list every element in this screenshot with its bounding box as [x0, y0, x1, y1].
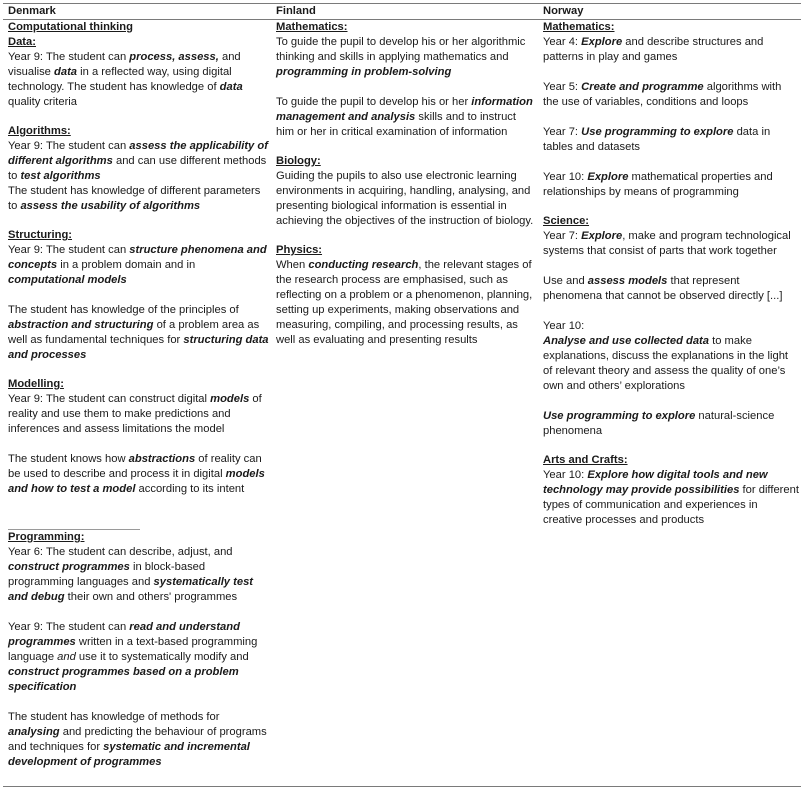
emphasis-text: assess models [587, 275, 668, 287]
body-text: of reality can be used to describe and process it in digital [8, 453, 262, 480]
emphasis-text: systematic and incremental development of programmes [8, 741, 250, 768]
body-text: When [276, 259, 309, 271]
section-title: Physics: [276, 244, 323, 256]
emphasis-text: Explore how digital tools and new technology may provide possibilities [543, 469, 768, 496]
section-paragraph [543, 35, 799, 65]
section-mathematics [276, 20, 534, 140]
body-text: Year 10: [543, 320, 585, 332]
emphasis-text: systematically test and debug [8, 576, 254, 603]
section-paragraph [543, 274, 799, 304]
body-text: Year 9: The student can [8, 51, 130, 63]
emphasis-text: Analyse and use collected data [543, 335, 710, 347]
section-paragraph [276, 35, 534, 80]
emphasis-text: construct programmes based on a problem specification [8, 666, 239, 693]
emphasis-text: programming in problem-solving [276, 66, 452, 78]
column-norway [543, 4, 799, 528]
column-header-denmark: Denmark [8, 5, 56, 17]
section-algorithms [8, 124, 270, 214]
section-paragraph [8, 545, 270, 605]
section-title: Algorithms: [8, 125, 71, 137]
section-paragraph [8, 184, 270, 214]
section-paragraph [8, 139, 270, 184]
section-paragraph [8, 392, 270, 437]
body-text: and can use different methods to [8, 155, 267, 182]
body-text: that represent phenomena that cannot be observed directly [...] [543, 275, 783, 302]
body-text: Year 4: [543, 36, 582, 48]
body-text: of reality and use them to make predictions and inferences and assess limitations the model [8, 393, 262, 435]
emphasis-text: read and understand programmes [8, 621, 240, 648]
emphasis-text: data [219, 81, 243, 93]
emphasis-text: computational models [8, 274, 127, 286]
section-paragraph [8, 452, 270, 497]
section-title: Biology: [276, 155, 321, 167]
emphasis-text: data [54, 66, 78, 78]
body-text: Year 9: The student can construct digital [8, 393, 211, 405]
finland-sections [276, 20, 534, 348]
section-title: Science: [543, 215, 590, 227]
body-text: The student has knowledge of different parameters to [8, 185, 261, 212]
section-title: Structuring: [8, 229, 73, 241]
body-text: Year 9: The student can [8, 621, 130, 633]
body-text: Year 7: [543, 230, 582, 242]
emphasis-text: models [210, 393, 250, 405]
emphasis-text: Use programming to explore [543, 410, 696, 422]
body-text: Guiding the pupils to also use electronic learning environments in acquiring, handling, analysing, and presenting biological information is essential in achieving the objectives of the instruction of biology. [276, 170, 534, 227]
body-text: and describe structures and patterns in play and games [543, 36, 764, 63]
main-title-computational-thinking: Computational thinking [8, 21, 133, 33]
body-text: The student has knowledge of methods for [8, 711, 220, 723]
body-text: for different types of communication and experiences in creative processes and products [543, 484, 799, 526]
emphasis-text: Explore [581, 36, 623, 48]
emphasis-text: abstraction and structuring [8, 319, 154, 331]
emphasis-text: abstractions [128, 453, 196, 465]
emphasis-text: test algorithms [20, 170, 101, 182]
body-text: according to its intent [135, 483, 245, 495]
section-mathematics [543, 20, 799, 200]
body-text: To guide the pupil to develop his or her [276, 96, 472, 108]
emphasis-text: assess the applicability of different algorithms [8, 140, 268, 167]
section-paragraph [8, 50, 270, 110]
body-text: to make explanations, discuss the explanations in the light of relevant theory and assess the quality of one’s own and others’ explorations [543, 335, 789, 392]
body-text: Use and [543, 275, 588, 287]
body-text: The student has knowledge of the principles of [8, 304, 239, 316]
body-text: of a problem area as well as fundamental techniques for [8, 319, 260, 346]
section-paragraph [543, 229, 799, 259]
section-programming [8, 530, 270, 770]
emphasis-text: structure phenomena and concepts [8, 244, 267, 271]
body-text: algorithms with the use of variables, conditions and loops [543, 81, 782, 108]
italic-text: and [57, 651, 76, 663]
denmark-sections [8, 35, 270, 770]
section-paragraph [276, 95, 534, 140]
body-text: use it to systematically modify and [75, 651, 249, 663]
section-paragraph [543, 468, 799, 528]
section-paragraph [8, 620, 270, 695]
body-text: Year 10: [543, 171, 588, 183]
body-text: , the relevant stages of the research process are emphasised, such as reflecting on a problem or a phenomenon, planning, setting up experiments, making observations and measuring, compiling, and processing results, as well as evaluating and presenting results [276, 259, 533, 346]
column-finland [276, 4, 534, 348]
section-paragraph [8, 243, 270, 288]
body-text: The student knows how [8, 453, 129, 465]
body-text: written in a text-based programming language [8, 636, 258, 663]
emphasis-text: information management and analysis [276, 96, 533, 123]
body-text: Year 7: [543, 126, 582, 138]
emphasis-text: Explore [587, 171, 629, 183]
emphasis-text: Use programming to explore [581, 126, 734, 138]
section-title: Programming: [8, 531, 85, 543]
section-paragraph [543, 409, 799, 439]
column-header-norway: Norway [543, 5, 584, 17]
body-text: in a problem domain and in [57, 259, 196, 271]
emphasis-text: structuring data and processes [8, 334, 269, 361]
norway-sections [543, 20, 799, 528]
body-text: quality criteria [8, 96, 78, 108]
section-paragraph [543, 334, 799, 394]
body-text: , make and program technological systems that consist of parts that work together [543, 230, 791, 257]
body-text: mathematical properties and relationships by means of programming [543, 171, 773, 198]
section-structuring [8, 228, 270, 363]
section-paragraph [543, 170, 799, 200]
body-text: in a reflected way, using digital technology. The student has knowledge of [8, 66, 232, 93]
section-paragraph [8, 710, 270, 770]
section-title: Mathematics: [276, 21, 348, 33]
emphasis-text: assess the usability of algorithms [20, 200, 201, 212]
emphasis-text: construct programmes [8, 561, 130, 573]
column-header-finland: Finland [276, 5, 316, 17]
body-text: natural-science phenomena [543, 410, 775, 437]
emphasis-text: process, assess, [129, 51, 219, 63]
section-title: Arts and Crafts: [543, 454, 628, 466]
body-text: Year 6: The student can describe, adjust, and [8, 546, 233, 558]
section-title: Data: [8, 36, 36, 48]
body-text: in block-based programming languages and [8, 561, 206, 588]
body-text: To guide the pupil to develop his or her algorithmic thinking and skills in applying mathematics and [276, 36, 526, 63]
body-text: data in tables and datasets [543, 126, 771, 153]
section-science [543, 214, 799, 439]
body-text: and predicting the behaviour of programs and techniques for [8, 726, 267, 753]
section-data [8, 35, 270, 110]
section-modelling [8, 377, 270, 497]
emphasis-text: analysing [8, 726, 60, 738]
section-title: Mathematics: [543, 21, 615, 33]
body-text: Year 5: [543, 81, 582, 93]
section-paragraph [543, 80, 799, 110]
emphasis-text: Create and programme [581, 81, 704, 93]
section-paragraph [543, 319, 799, 334]
section-title: Modelling: [8, 378, 64, 390]
section-paragraph [276, 258, 534, 348]
emphasis-text: conducting research [308, 259, 419, 271]
section-artsandcrafts [543, 453, 799, 528]
body-text: Year 9: The student can [8, 140, 130, 152]
body-text: Year 9: The student can [8, 244, 130, 256]
table-bottom-border [3, 786, 801, 787]
section-physics [276, 243, 534, 348]
body-text: skills and to instruct him or her in critical examination of information [276, 111, 517, 138]
section-paragraph [543, 125, 799, 155]
section-paragraph [8, 303, 270, 363]
body-text: and visualise [8, 51, 241, 78]
body-text: their own and others' programmes [64, 591, 238, 603]
footnote-separator-line [8, 529, 140, 530]
emphasis-text: Explore [581, 230, 623, 242]
section-biology [276, 154, 534, 229]
emphasis-text: models and how to test a model [8, 468, 265, 495]
column-denmark [8, 4, 270, 770]
body-text: Year 10: [543, 469, 588, 481]
section-paragraph [276, 169, 534, 229]
